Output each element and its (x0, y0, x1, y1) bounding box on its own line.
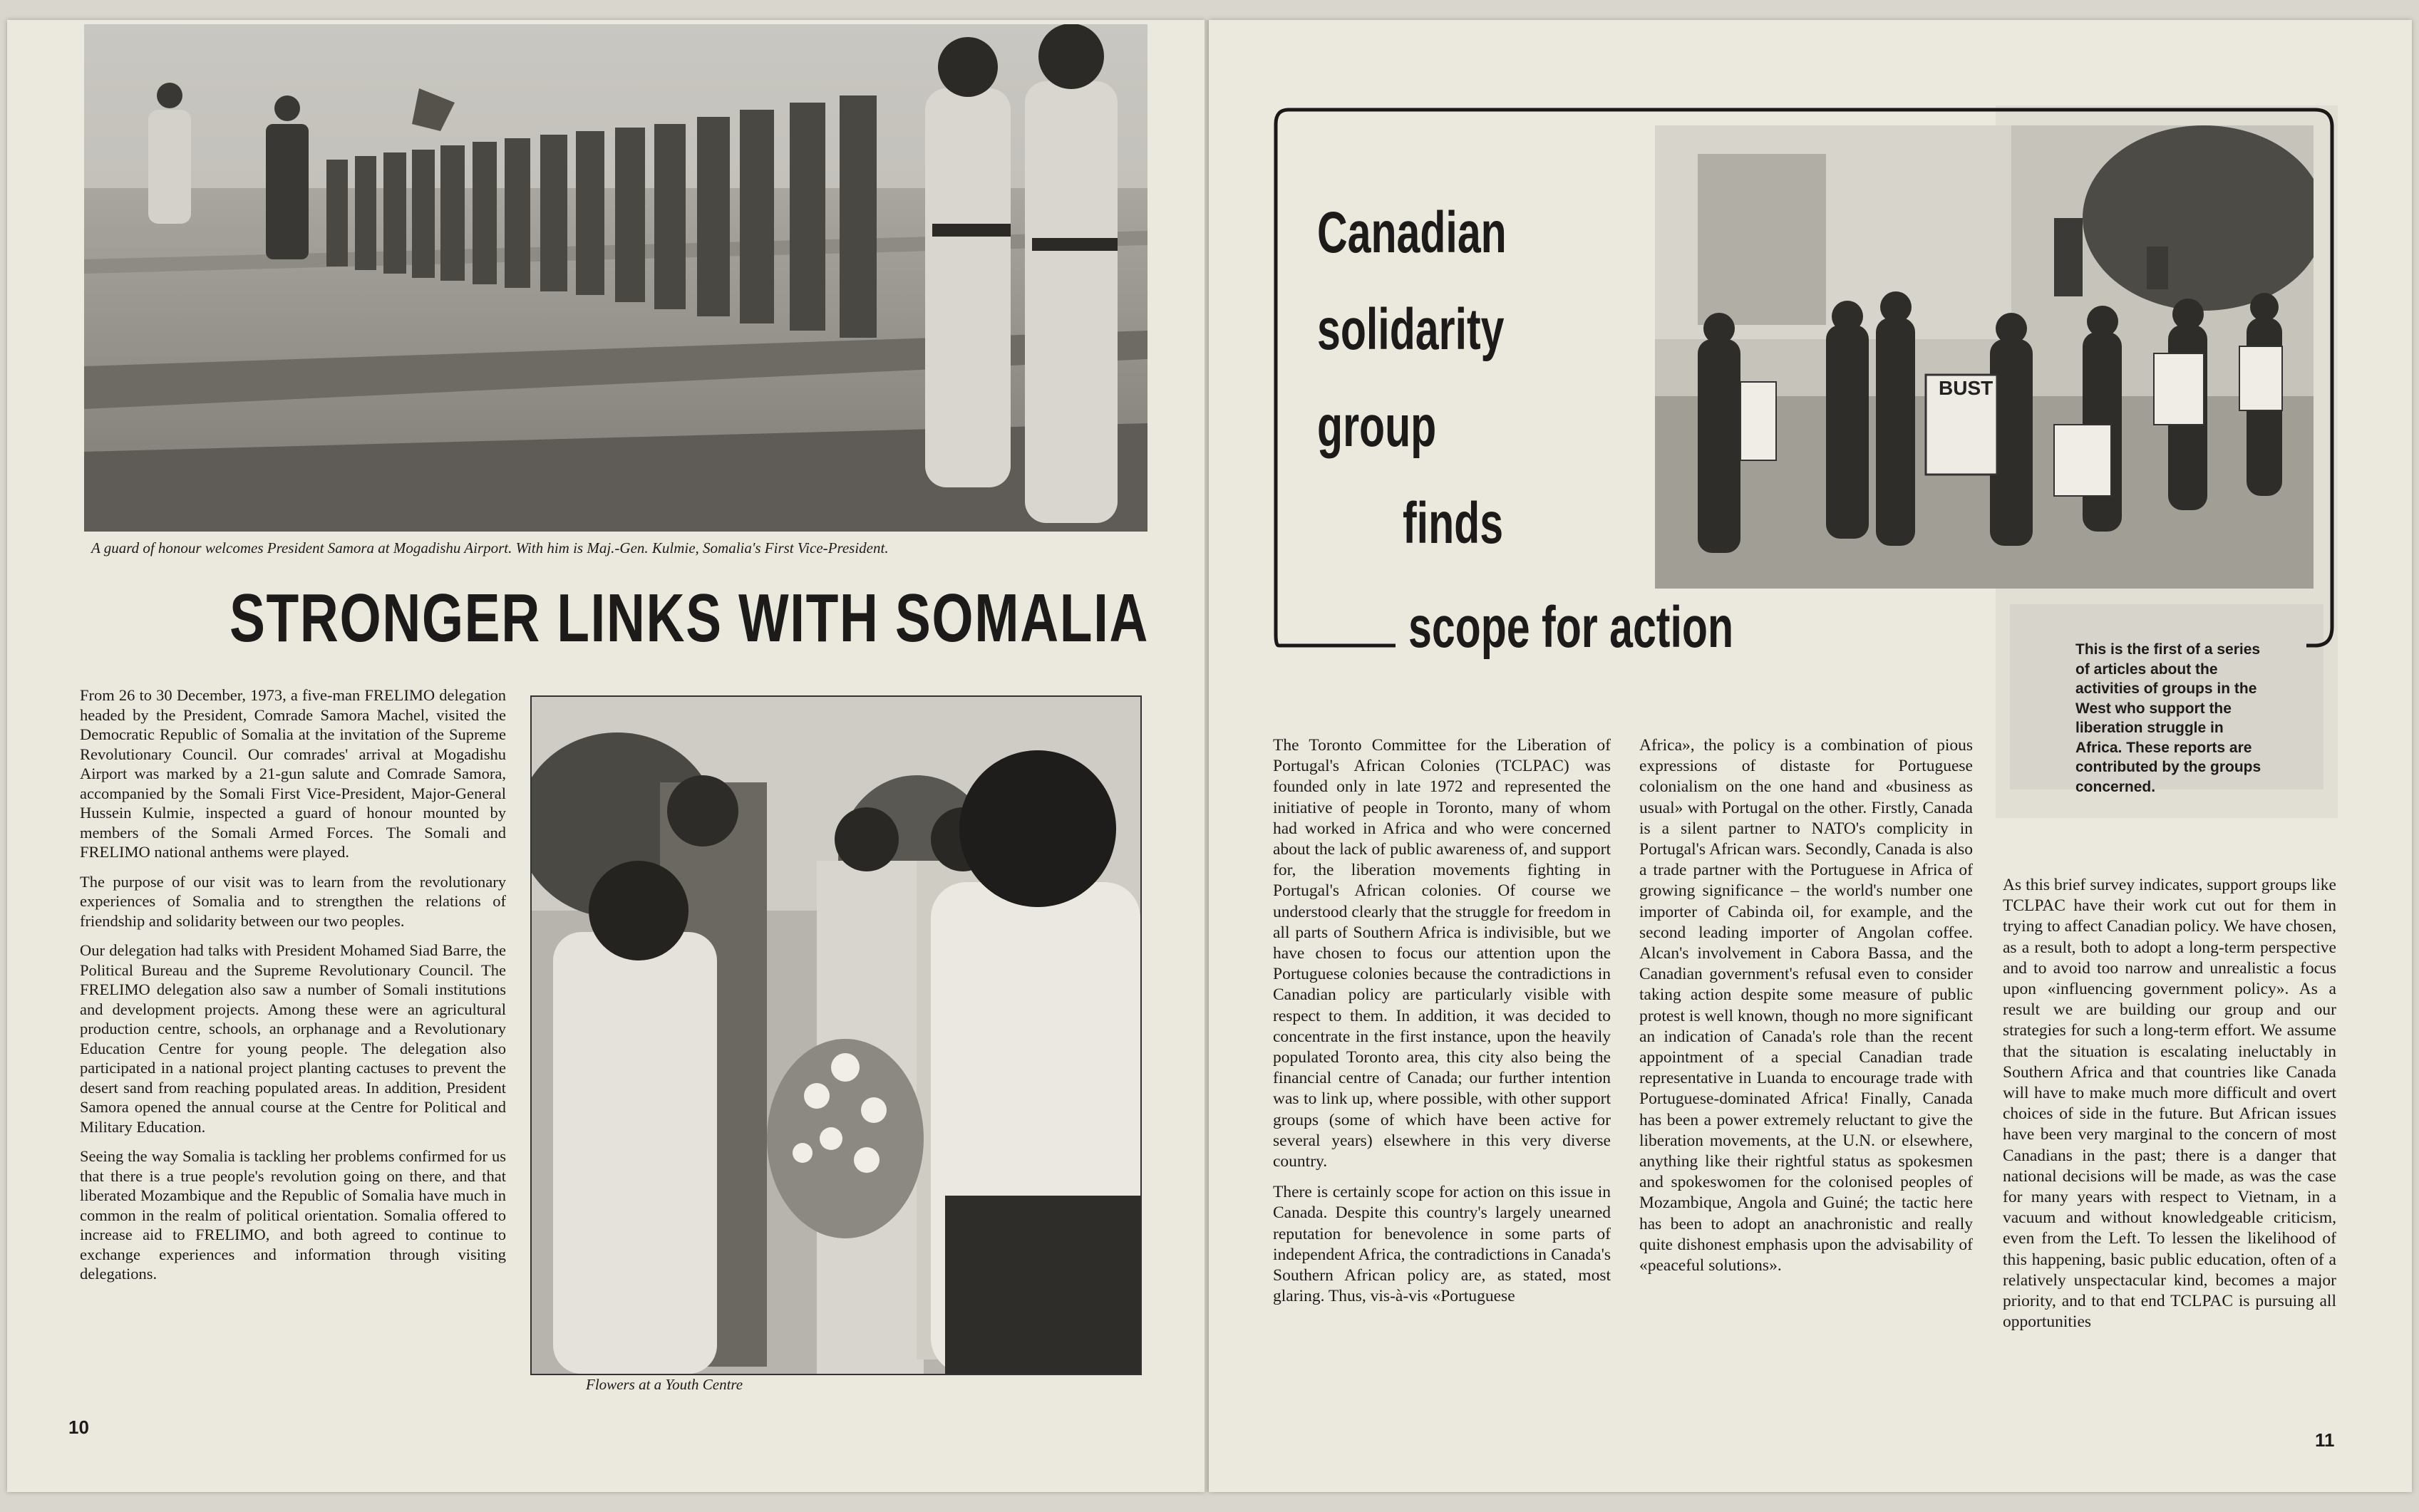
right-column-3-paragraph: As this brief survey indicates, support groups like TCLPAC have their work cut out for them in trying to affect Canadian policy. We have chosen, as a result, both to adopt a long-term perspective and to avoid too narrow and unrealistic a focus upon «influencing government policy». As a result we are building our group and our strategies for such a long-term effort. We assume that the situation is escalating ineluctably in Southern Africa and that countries like Canada will have to make much more difficult and overt choices of side in the future. But African issues have been very marginal to the concern of most Canadians in the past; there is a danger that national decisions will be made, as was the case for many years with respect to Vietnam, in a vacuum and without knowledgeable criticism, even from the Left. To lessen the likelihood of this happening, basic public education, often of a relatively unspectacular kind, becomes a major priority, and to that end TCLPAC is pursuing all opportunities (2003, 876, 2336, 1332)
guard-of-honour-photo (84, 24, 1147, 532)
title-line-2: solidarity (1317, 297, 1505, 362)
top-photo-caption: A guard of honour welcomes President Samora at Mogadishu Airport. With him is Maj.-Gen. Kulmie, Somalia's First Vice-President. (91, 539, 889, 556)
right-column-2-paragraph: Africa», the policy is a combination of pious expressions of distaste for Portuguese colonialism on the one hand and «business as usual» with Portugal on the other. Firstly, Canada is a silent partner to NATO's complicity in Portugal's African wars. Secondly, Canada is also a trade partner with the Portuguese in Africa of growing significance – the world's number one importer of Cabinda oil, for example, and the second leading importer of Angolan coffee. Alcan's involvement in Cabora Bassa, and the Canadian government's refusal even to consider taking action despite some measure of public protest is well known, though no more significant an indication of Canada's role than the recent appointment of a special Canadian trade representative in Luanda to encourage trade with Portuguese-dominated Africa! Finally, Canada has been a power extremely reluctant to give the liberation movements, at the U.N. or elsewhere, anything like their rightful status as spokesmen and spokeswomen for the colonised peoples of Mozambique, Angola and Guiné; the tactic here has been to adopt an anachronistic and really quite dishonest emphasis upon the advisability of «peaceful solutions». (1639, 736, 1973, 1275)
title-line-1: Canadian (1317, 200, 1507, 265)
right-column-1-paragraph: There is certainly scope for action on this issue in Canada. Despite this country's largely unearned reputation for benevolence in some parts of independent Africa, the contradictions in Canada's Southern African policy are, as stated, most glaring. Thus, vis-à-vis «Portuguese (1273, 1183, 1611, 1306)
second-photo-caption: Flowers at a Youth Centre (586, 1376, 743, 1393)
left-paragraph: Seeing the way Somalia is tackling her problems confirmed for us that there is a true people's revolution going on there, and that liberated Mozambique and the Republic of Somalia have much in common in the realm of political orientation. Somalia offered to increase aid to FRELIMO, and both agreed to continue to exchange experiences and information through visiting delegations. (80, 1147, 506, 1283)
page-number-right: 11 (2315, 1429, 2335, 1451)
left-paragraph: The purpose of our visit was to learn from the revolutionary experiences of Somalia and to strengthen the relations of friendship and solidarity between our two peoples. (80, 872, 506, 930)
headline: STRONGER LINKS WITH SOMALIA (229, 580, 1150, 656)
right-column-1-paragraph: The Toronto Committee for the Liberation of Portugal's African Colonies (TCLPAC) was founded only in late 1972 and represented the initiative of people in Toronto, many of whom had worked in Africa and who were concerned about the lack of public awareness of, and support for, the liberation movements fighting in Portugal's African colonies. Of course we understood clearly that the struggle for freedom in all parts of Southern Africa is indivisible, but we have chosen to focus our attention upon the Portuguese colonies because the contradictions in Canadian policy are particularly visible with respect to them. In addition, it was decided to concentrate in the first instance, upon the heavily populated Toronto area, this city also being the financial centre of Canada; our further intention was to link up, where possible, with other support groups (some of which have been active for several years) elsewhere in this very diverse country. (1273, 736, 1611, 1171)
left-article-column (80, 685, 506, 1294)
right-column-2 (1639, 735, 1973, 1286)
series-note: This is the first of a series of articles about the activities of groups in the West who support the liberation struggle in Africa. These reports are contributed by the groups concerned. (2075, 641, 2261, 795)
page-number-left: 10 (68, 1417, 89, 1438)
protest-sign-text: BUST (1939, 377, 1994, 399)
title-line-3: group (1317, 394, 1437, 459)
title-line-4: finds (1403, 491, 1504, 556)
protest-photo (1655, 125, 2314, 589)
right-column-1 (1273, 735, 1611, 1317)
title-line-5: scope for action (1408, 595, 1734, 660)
youth-centre-photo (530, 695, 1142, 1375)
left-paragraph: Our delegation had talks with President Mohamed Siad Barre, the Political Bureau and the Supreme Revolutionary Council. The FRELIMO delegation also saw a number of Somali institutions and development projects. Among these were an agricultural production centre, schools, an orphanage and a Revolutionary Education Centre for young people. The delegation also participated in a national project planting cactuses to prevent the desert sand from reaching populated areas. In addition, President Samora opened the annual course at the Centre for Political and Military Education. (80, 941, 506, 1136)
left-paragraph: From 26 to 30 December, 1973, a five-man FRELIMO delegation headed by the President, Comrade Samora Machel, visited the Democratic Republic of Somalia at the invitation of the Supreme Revolutionary Council. Our comrades' arrival at Mogadishu Airport was marked by a 21-gun salute and Comrade Samora, accompanied by the Somali First Vice-President, Major-General Hussein Kulmie, inspected a guard of honour mounted by members of the Somali Armed Forces. The Somali and FRELIMO national anthems were played. (80, 686, 506, 861)
right-column-3 (2003, 875, 2336, 1342)
